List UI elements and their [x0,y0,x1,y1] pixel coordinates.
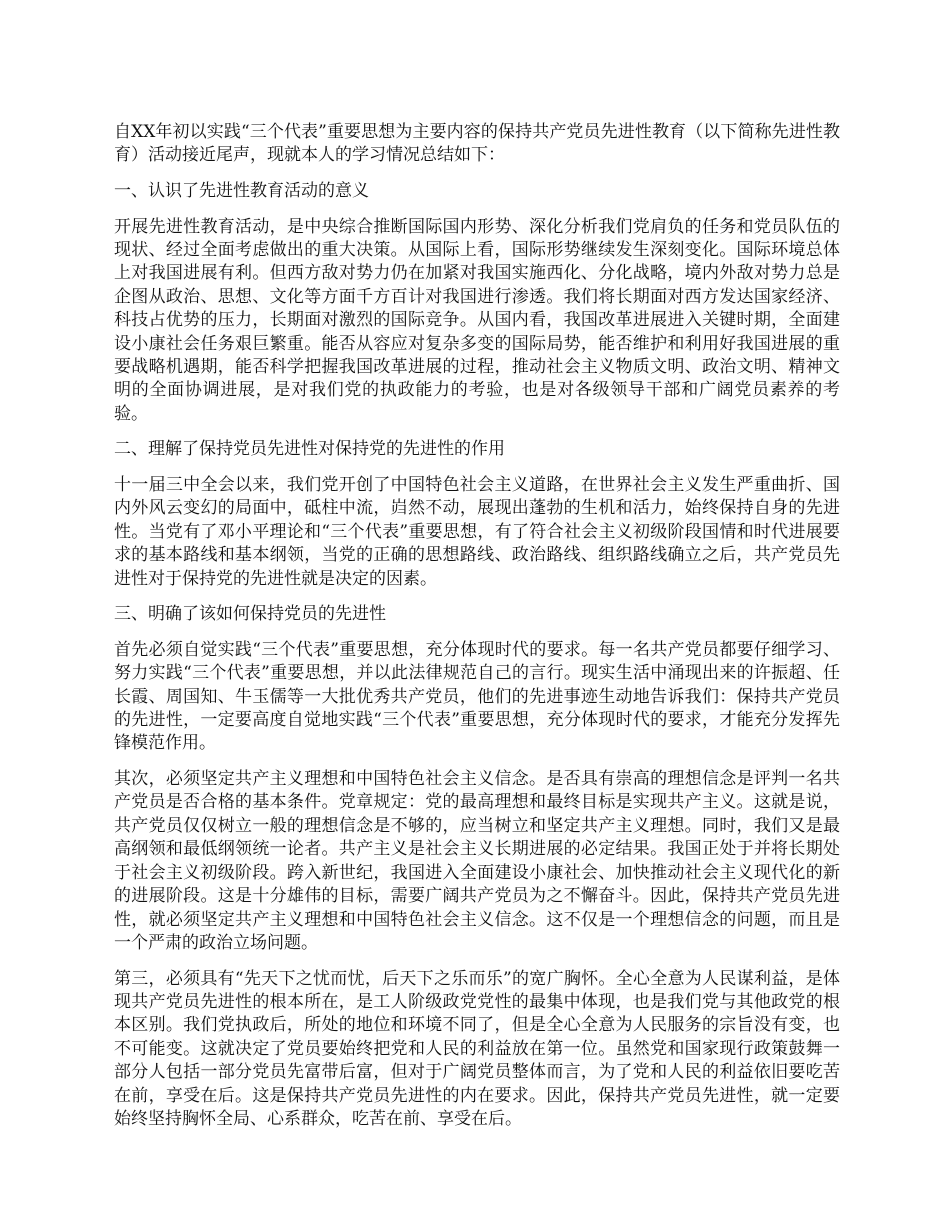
intro-paragraph: 自XX年初以实践“三个代表”重要思想为主要内容的保持共产党员先进性教育（以下简称先进性教育）活动接近尾声，现就本人的学习情况总结如下： [114,122,840,166]
section-3-paragraph-first: 首先必须自觉实践“三个代表”重要思想，充分体现时代的要求。每一名共产党员都要仔细学习、努力实践“三个代表”重要思想，并以此法律规范自己的言行。现实生活中涌现出来的许振超、任长霞、周国知、牛玉儒等一大批优秀共产党员，他们的先进事迹生动地告诉我们：保持共产党员的先进性，一定要高度自觉地实践“三个代表”重要思想，充分体现时代的要求，才能充分发挥先锋模范作用。 [114,639,840,754]
section-heading-2: 二、理解了保持党员先进性对保持党的先进性的作用 [114,439,505,460]
document-body [114,121,840,1144]
section-3-paragraph-third: 第三，必须具有“先天下之忧而忧，后天下之乐而乐”的宽广胸怀。全心全意为人民谋利益，是体现共产党员先进性的根本所在，是工人阶级政党党性的最集中体现，也是我们党与其他政党的根本区别。我们党执政后，所处的地位和环境不同了，但是全心全意为人民服务的宗旨没有变，也不可能变。这就决定了党员要始终把党和人民的利益放在第一位。虽然党和国家现行政策鼓舞一部分人包括一部分党员先富带后富，但对于广阔党员整体而言，为了党和人民的利益依旧要吃苦在前，享受在后。这是保持共产党员先进性的内在要求。因此，保持共产党员先进性，就一定要始终坚持胸怀全局、心系群众，吃苦在前、享受在后。 [114,968,840,1129]
section-2-paragraph: 十一届三中全会以来，我们党开创了中国特色社会主义道路，在世界社会主义发生严重曲折、国内外风云变幻的局面中，砥柱中流，岿然不动，展现出蓬勃的生机和活力，始终保持自身的先进性。当党有了邓小平理论和“三个代表”重要思想，有了符合社会主义初级阶段国情和时代进展要求的基本路线和基本纲领，当党的正确的思想路线、政治路线、组织路线确立之后，共产党员先进性对于保持党的先进性就是决定的因素。 [114,475,840,589]
section-heading-1: 一、认识了先进性教育活动的意义 [114,181,369,201]
section-3-paragraph-second: 其次，必须坚定共产主义理想和中国特色社会主义信念。是否具有崇高的理想信念是评判一名共产党员是否合格的基本条件。党章规定：党的最高理想和最终目标是实现共产主义。这就是说，共产党员仅仅树立一般的理想信念是不够的，应当树立和坚定共产主义理想。同时，我们又是最高纲领和最低纲领统一论者。共产主义是社会主义长期进展的必定结果。我国正处于并将长期处于社会主义初级阶段。跨入新世纪，我国进入全面建设小康社会、加快推动社会主义现代化的新的进展阶段。这是十分雄伟的目标，需要广阔共产党员为之不懈奋斗。因此，保持共产党员先进性，就必须坚定共产主义理想和中国特色社会主义信念。这不仅是一个理想信念的问题，而且是一个严肃的政治立场问题。 [114,769,840,953]
section-heading-3: 三、明确了该如何保持党员的先进性 [114,604,386,625]
section-1-paragraph: 开展先进性教育活动，是中央综合推断国际国内形势、深化分析我们党肩负的任务和党员队伍的现状、经过全面考虑做出的重大决策。从国际上看，国际形势继续发生深刻变化。国际环境总体上对我国进展有利。但西方敌对势力仍在加紧对我国实施西化、分化战略，境内外敌对势力总是企图从政治、思想、文化等方面千方百计对我国进行渗透。我们将长期面对西方发达国家经济、科技占优势的压力，长期面对激烈的国际竞争。从国内看，我国改革进展进入关键时期，全面建设小康社会任务艰巨繁重。能否从容应对复杂多变的国际局势，能否维护和利用好我国进展的重要战略机遇期，能否科学把握我国改革进展的过程，推动社会主义物质文明、政治文明、精神文明的全面协调进展，是对我们党的执政能力的考验，也是对各级领导干部和广阔党员素养的考验。 [114,216,840,424]
